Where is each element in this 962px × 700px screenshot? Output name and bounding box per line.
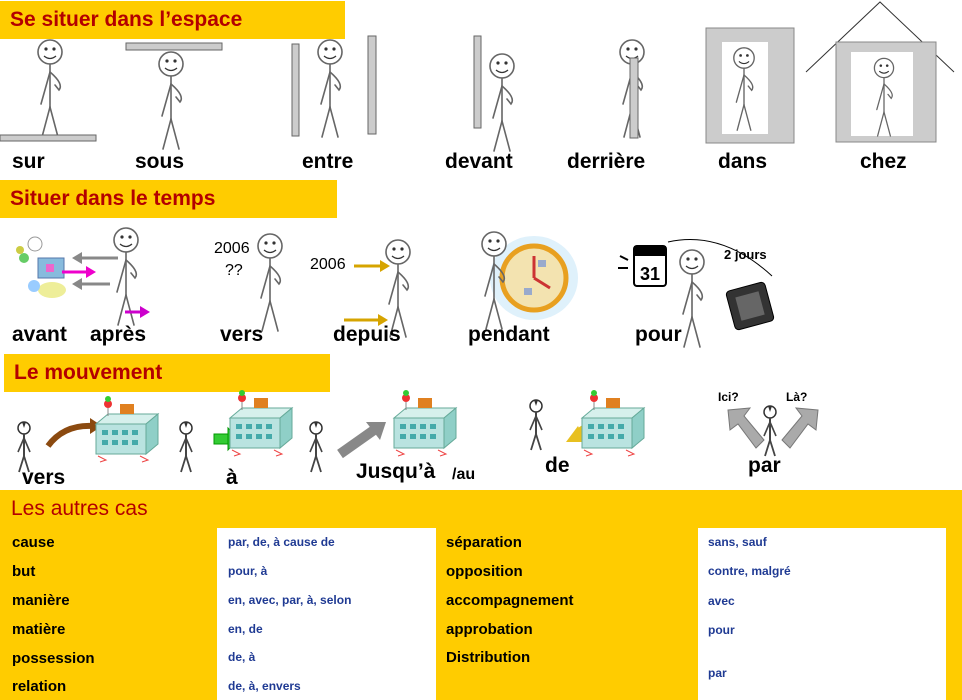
space-section-title: Se situer dans l’espace	[0, 1, 345, 39]
label-entre: entre	[302, 150, 354, 173]
label-sous: sous	[135, 150, 185, 173]
table-row-label: opposition	[446, 563, 523, 580]
ici-label: Ici?	[718, 390, 739, 404]
label-sur: sur	[12, 150, 45, 173]
label-jusqua-suffix: /au	[452, 466, 476, 483]
figure-pendant-icon	[464, 230, 584, 330]
table-row-label: matière	[12, 621, 66, 638]
table-row-value: pour, à	[228, 564, 268, 578]
table-row-label: approbation	[446, 621, 533, 638]
label-devant: devant	[445, 150, 513, 173]
figure-dans-icon	[706, 28, 796, 146]
figure-derriere-icon	[610, 40, 680, 145]
table-row-label: but	[12, 563, 36, 580]
table-row-value: de, à	[228, 650, 256, 664]
label-depuis: depuis	[333, 323, 401, 346]
figure-jusqua-icon	[300, 384, 460, 464]
table-row-label: Distribution	[446, 649, 531, 666]
figure-depuis-icon	[340, 232, 440, 332]
figure-vers-time-icon	[250, 232, 300, 332]
label-dans: dans	[718, 150, 768, 173]
duration-label: 2 jours	[724, 247, 767, 262]
table-row-value: en, avec, par, à, selon	[228, 593, 352, 607]
table-row-value: par, de, à cause de	[228, 535, 335, 549]
table-row-label: manière	[12, 592, 70, 609]
table-row-label: cause	[12, 534, 55, 551]
label-vers-movement: vers	[22, 466, 66, 489]
label-avant: avant	[12, 323, 67, 346]
figure-devant-icon	[470, 40, 540, 145]
figure-avant-apres-icon	[10, 228, 160, 328]
table-row-label: séparation	[446, 534, 522, 551]
figure-de-icon	[520, 384, 650, 464]
table-row-value: en, de	[228, 622, 263, 636]
la-label: Là?	[786, 390, 808, 404]
table-row-value: avec	[708, 594, 735, 608]
movement-section-title: Le mouvement	[4, 354, 330, 392]
figure-chez-icon	[806, 0, 956, 145]
calendar-day: 31	[640, 264, 661, 284]
table-row-label: accompagnement	[446, 592, 574, 609]
table-row-value: sans, sauf	[708, 535, 767, 549]
year-vers: 2006	[214, 240, 250, 257]
others-right-edge	[946, 528, 962, 700]
table-row-value: contre, malgré	[708, 564, 791, 578]
label-de: de	[545, 454, 570, 477]
figure-sous-icon	[124, 40, 224, 145]
label-pour: pour	[635, 323, 682, 346]
figure-vers-movement-icon	[8, 394, 168, 464]
table-row-value: par	[708, 666, 727, 680]
others-section-title: Les autres cas	[0, 490, 962, 528]
figure-sur-icon	[0, 40, 100, 145]
figure-entre-icon	[290, 40, 380, 145]
label-vers-time: vers	[220, 323, 264, 346]
others-right-labels-panel	[436, 528, 698, 700]
year-depuis: 2006	[310, 256, 346, 273]
table-row-value: pour	[708, 623, 735, 637]
others-left-labels-panel	[0, 528, 217, 700]
label-par: par	[748, 454, 781, 477]
question-marks: ??	[225, 262, 243, 279]
label-pendant: pendant	[468, 323, 550, 346]
label-a: à	[226, 466, 238, 489]
label-apres: après	[90, 323, 147, 346]
figure-a-icon	[176, 384, 296, 464]
table-row-label: possession	[12, 650, 95, 667]
figure-par-icon	[720, 400, 830, 460]
label-derriere: derrière	[567, 150, 646, 173]
time-section-title: Situer dans le temps	[0, 180, 337, 218]
label-jusqua: Jusqu’à	[356, 460, 436, 483]
table-row-value: de, à, envers	[228, 679, 301, 693]
table-row-label: relation	[12, 678, 67, 695]
label-chez: chez	[860, 150, 907, 173]
